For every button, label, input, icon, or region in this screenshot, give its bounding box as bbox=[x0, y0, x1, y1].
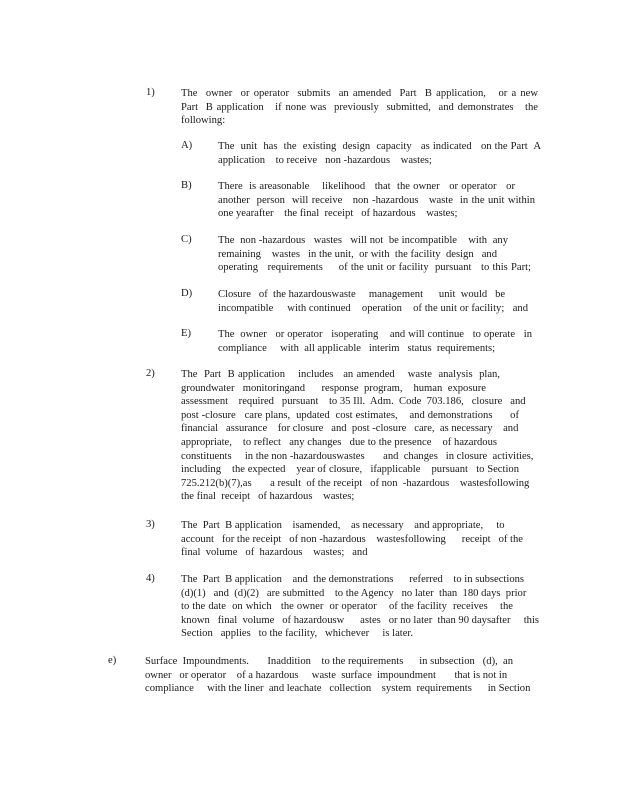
text-line: (d)(1) and (d)(2) are submitted to the Agency no later than 180 days prior bbox=[181, 587, 527, 599]
sub-item-marker: B) bbox=[181, 180, 192, 191]
text-line: constituents in the non -hazardouswastes and changes in closure activities, bbox=[181, 450, 534, 462]
text-line: one yearafter the final receipt of hazardous wastes; bbox=[218, 208, 458, 220]
text-line: compliance with all applicable interim status requirements; bbox=[218, 342, 496, 354]
text-line: the final receipt of hazardous wastes; bbox=[181, 491, 355, 503]
text-line: Part B application if none was previously submitted, and demonstrates the bbox=[181, 101, 538, 113]
sub-item-marker: D) bbox=[181, 288, 193, 299]
text-line: to the date on which the owner or operator of the facility receives the bbox=[181, 601, 513, 613]
text-line: following: bbox=[181, 115, 226, 127]
item-text bbox=[181, 87, 538, 128]
text-line: including the expected year of closure, ifapplicable pursuant to Section bbox=[181, 464, 519, 476]
item-text bbox=[181, 368, 534, 504]
text-line: final volume of hazardous wastes; and bbox=[181, 547, 368, 559]
item-marker: 4) bbox=[146, 573, 155, 584]
item-marker: 2) bbox=[146, 368, 155, 379]
sub-item-marker: E) bbox=[181, 328, 191, 339]
text-line: appropriate, to reflect any changes due to the presence of hazardous bbox=[181, 436, 497, 448]
text-line: another person will receive non -hazardous waste in the unit within bbox=[218, 194, 535, 206]
text-line: The owner or operator submits an amended Part B application, or a new bbox=[181, 88, 538, 99]
text-line: Surface Impoundments. Inaddition to the requirements in subsection (d), an bbox=[145, 656, 514, 667]
text-line: 725.212(b)(7),as a result of the receipt of non -hazardous wastesfollowing bbox=[181, 477, 530, 489]
subsection-text bbox=[145, 655, 531, 696]
text-line: The Part B application and the demonstrations referred to in subsections bbox=[181, 574, 525, 585]
item-text bbox=[181, 519, 523, 560]
text-line: The Part B application includes an amended waste analysis plan, bbox=[181, 369, 500, 380]
text-line: assessment required pursuant to 35 Ill. Adm. Code 703.186, closure and bbox=[181, 396, 526, 408]
text-line: incompatible with continued operation of the unit or facility; and bbox=[218, 302, 528, 314]
text-line: compliance with the liner and leachate collection system requirements in Section bbox=[145, 683, 531, 695]
sub-item-text bbox=[218, 288, 528, 315]
text-line: account for the receipt of non -hazardous wastesfollowing receipt of the bbox=[181, 533, 523, 545]
text-line: owner or operator of a hazardous waste surface impoundment that is not in bbox=[145, 669, 508, 681]
text-line: The unit has the existing design capacity as indicated on the Part A bbox=[218, 141, 541, 152]
sub-item-marker: A) bbox=[181, 140, 193, 151]
text-line: operating requirements of the unit or facility pursuant to this Part; bbox=[218, 262, 531, 274]
text-line: Section applies to the facility, whichever is later. bbox=[181, 628, 414, 640]
text-line: Closure of the hazardouswaste management unit would be bbox=[218, 289, 506, 300]
text-line: remaining wastes in the unit, or with the facility design and bbox=[218, 248, 497, 260]
item-marker: 3) bbox=[146, 519, 155, 530]
item-marker: 1) bbox=[146, 87, 155, 98]
text-line: post -closure care plans, updated cost estimates, and demonstrations of bbox=[181, 409, 519, 421]
text-line: financial assurance for closure and post -closure care, as necessary and bbox=[181, 423, 519, 435]
sub-item-text bbox=[218, 140, 541, 167]
text-line: application to receive non -hazardous wastes; bbox=[218, 154, 432, 166]
text-line: The owner or operator isoperating and will continue to operate in bbox=[218, 329, 532, 340]
sub-item-text bbox=[218, 328, 532, 355]
text-line: The non -hazardous wastes will not be incompatible with any bbox=[218, 235, 508, 246]
text-line: The Part B application isamended, as necessary and appropriate, to bbox=[181, 520, 505, 531]
subsection-marker: e) bbox=[108, 655, 117, 666]
sub-item-text bbox=[218, 180, 535, 221]
item-text bbox=[181, 573, 540, 641]
text-line: groundwater monitoringand response program, human exposure bbox=[181, 382, 486, 394]
sub-item-text bbox=[218, 234, 531, 275]
sub-item-marker: C) bbox=[181, 234, 192, 245]
text-line: known final volume of hazardousw astes or no later than 90 daysafter this bbox=[181, 614, 540, 626]
text-line: There is areasonable likelihood that the owner or operator or bbox=[218, 181, 515, 192]
